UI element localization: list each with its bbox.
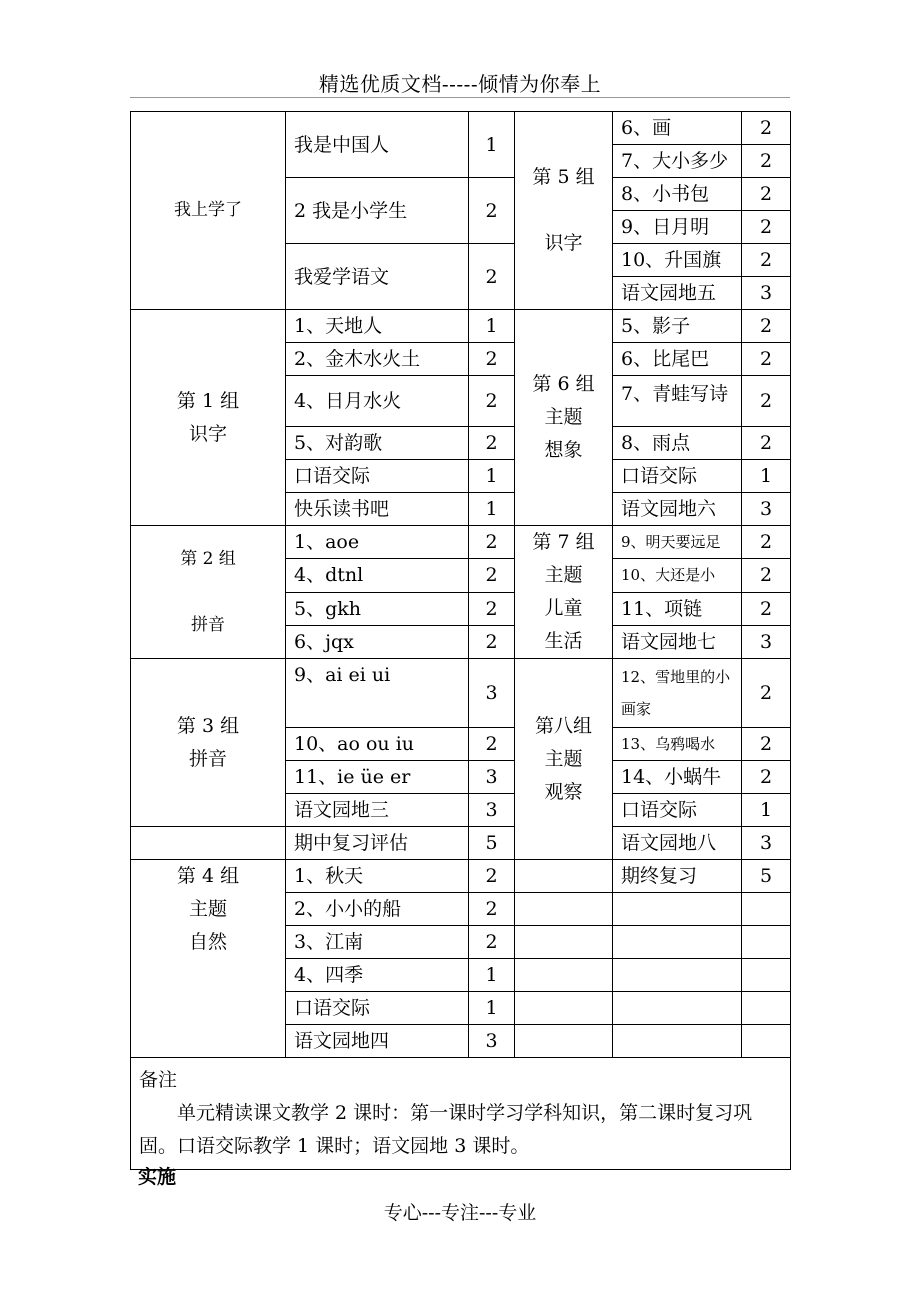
empty-cell xyxy=(742,1025,791,1058)
hours-cell: 3 xyxy=(742,827,791,860)
hours-cell: 2 xyxy=(469,592,515,625)
hours-cell: 2 xyxy=(469,728,515,761)
hours-cell: 3 xyxy=(742,277,791,310)
lesson-cell: 语文园地五 xyxy=(613,277,742,310)
lesson-cell: 11、项链 xyxy=(613,592,742,625)
group-cell-7 xyxy=(515,526,613,659)
hours-cell: 3 xyxy=(469,1025,515,1058)
group-label: 想象 xyxy=(544,439,583,461)
hours-cell: 2 xyxy=(742,592,791,625)
group-label: 识字 xyxy=(188,422,227,445)
hours-cell: 2 xyxy=(469,376,515,427)
lesson-cell: 9、日月明 xyxy=(613,211,742,244)
group-label: 主题 xyxy=(188,898,227,920)
hours-cell: 2 xyxy=(469,893,515,926)
hours-cell: 3 xyxy=(469,794,515,827)
hours-cell: 1 xyxy=(469,493,515,526)
group-cell-5 xyxy=(515,112,613,310)
hours-cell: 1 xyxy=(742,460,791,493)
group-label: 第 6 组 xyxy=(532,373,595,395)
group-label: 观察 xyxy=(544,780,583,803)
lesson-cell: 5、影子 xyxy=(613,310,742,343)
group-label: 识字 xyxy=(544,232,583,254)
group-cell-4 xyxy=(131,860,286,1058)
lesson-cell: 语文园地七 xyxy=(613,625,742,658)
lesson-cell: 语文园地六 xyxy=(613,493,742,526)
hours-cell: 3 xyxy=(469,761,515,794)
hours-cell: 2 xyxy=(469,427,515,460)
lesson-cell: 7、大小多少 xyxy=(613,145,742,178)
empty-cell xyxy=(742,893,791,926)
empty-cell xyxy=(515,893,613,926)
lesson-cell: 4、日月水火 xyxy=(286,376,469,427)
lesson-cell: 2、金木水火土 xyxy=(286,343,469,376)
hours-cell: 2 xyxy=(469,343,515,376)
hours-cell: 5 xyxy=(469,827,515,860)
lesson-cell: 2、小小的船 xyxy=(286,893,469,926)
hours-cell: 1 xyxy=(469,310,515,343)
hours-cell: 2 xyxy=(742,427,791,460)
hours-cell: 2 xyxy=(742,343,791,376)
lesson-cell: 语文园地八 xyxy=(613,827,742,860)
hours-cell: 2 xyxy=(469,526,515,559)
lesson-cell: 4、四季 xyxy=(286,959,469,992)
lesson-cell: 1、秋天 xyxy=(286,860,469,893)
group-label: 生活 xyxy=(544,630,583,652)
lesson-cell: 9、明天要远足 xyxy=(613,526,742,559)
hours-cell: 2 xyxy=(742,559,791,592)
empty-cell xyxy=(613,959,742,992)
hours-cell: 2 xyxy=(742,761,791,794)
group-label: 第 4 组 xyxy=(176,865,240,887)
hours-cell: 2 xyxy=(469,178,515,244)
group-cell-6 xyxy=(515,310,613,526)
lesson-plan-table xyxy=(130,111,791,1170)
hours-cell: 2 xyxy=(742,145,791,178)
lesson-cell: 11、ie üe er xyxy=(286,761,469,794)
lesson-cell: 口语交际 xyxy=(286,992,469,1025)
hours-cell: 2 xyxy=(742,211,791,244)
group-label: 第八组 xyxy=(534,714,592,737)
hours-cell: 1 xyxy=(469,992,515,1025)
notes-body: 单元精读课文教学 2 课时：第一课时学习学科知识，第二课时复习巩固。口语交际教学 1 课时；语文园地 3 课时。 xyxy=(139,1102,753,1157)
table-row xyxy=(131,526,791,559)
hours-cell: 2 xyxy=(742,526,791,559)
hours-cell: 2 xyxy=(469,625,515,658)
table-row xyxy=(131,827,791,860)
hours-cell: 1 xyxy=(469,460,515,493)
hours-cell: 2 xyxy=(742,178,791,211)
lesson-cell: 8、雨点 xyxy=(613,427,742,460)
table-row xyxy=(131,112,791,145)
empty-cell xyxy=(742,992,791,1025)
lesson-cell: 8、小书包 xyxy=(613,178,742,211)
lesson-cell: 6、jqx xyxy=(286,625,469,658)
group-cell-1 xyxy=(131,310,286,526)
group-label: 主题 xyxy=(544,564,583,586)
page-header: 精选优质文档-----倾情为你奉上 xyxy=(318,72,602,96)
lesson-cell: 7、青蛙写诗 xyxy=(613,376,742,427)
group-label: 第 5 组 xyxy=(532,166,595,188)
lesson-cell: 10、升国旗 xyxy=(613,244,742,277)
hours-cell: 3 xyxy=(469,659,515,728)
hours-cell: 2 xyxy=(742,244,791,277)
hours-cell: 3 xyxy=(742,493,791,526)
hours-cell: 2 xyxy=(742,376,791,427)
group-label: 拼音 xyxy=(191,614,225,635)
notes-title: 备注 xyxy=(139,1069,178,1091)
lesson-cell: 14、小蜗牛 xyxy=(613,761,742,794)
group-label: 第 1 组 xyxy=(176,389,240,412)
lesson-cell: 我爱学语文 xyxy=(286,244,469,310)
notes-cell xyxy=(131,1058,791,1170)
empty-cell xyxy=(515,860,613,893)
lesson-cell: 9、ai ei ui xyxy=(286,659,469,728)
empty-cell xyxy=(613,1025,742,1058)
hours-cell: 2 xyxy=(742,112,791,145)
hours-cell: 5 xyxy=(742,860,791,893)
group-cell-3 xyxy=(131,659,286,827)
group-label: 主题 xyxy=(544,747,583,770)
group-label: 第 7 组 xyxy=(532,531,595,553)
lesson-cell: 快乐读书吧 xyxy=(286,493,469,526)
lesson-cell: 1、aoe xyxy=(286,526,469,559)
lesson-cell: 6、比尾巴 xyxy=(613,343,742,376)
lesson-cell: 1、天地人 xyxy=(286,310,469,343)
empty-cell xyxy=(613,926,742,959)
hours-cell: 1 xyxy=(742,794,791,827)
lesson-cell: 期终复习 xyxy=(613,860,742,893)
table-row xyxy=(131,659,791,728)
lesson-cell: 13、乌鸦喝水 xyxy=(613,728,742,761)
lesson-cell: 6、画 xyxy=(613,112,742,145)
lesson-cell: 我是中国人 xyxy=(286,112,469,178)
hours-cell: 1 xyxy=(469,959,515,992)
hours-cell: 2 xyxy=(742,659,791,728)
table-row xyxy=(131,860,791,893)
hours-cell: 2 xyxy=(469,860,515,893)
hours-cell: 3 xyxy=(742,625,791,658)
empty-cell xyxy=(515,1025,613,1058)
group-label: 主题 xyxy=(544,406,583,428)
hours-cell: 2 xyxy=(469,559,515,592)
lesson-cell: 4、dtnl xyxy=(286,559,469,592)
lesson-cell: 口语交际 xyxy=(613,794,742,827)
group-label: 第 3 组 xyxy=(176,714,240,737)
empty-cell xyxy=(742,959,791,992)
group-label: 自然 xyxy=(188,931,227,953)
lesson-cell: 5、对韵歌 xyxy=(286,427,469,460)
group-cell-8 xyxy=(515,659,613,860)
hours-cell: 2 xyxy=(469,926,515,959)
lesson-cell: 5、gkh xyxy=(286,592,469,625)
group-label: 第 2 组 xyxy=(180,548,236,569)
notes-row xyxy=(131,1058,791,1170)
section-label: 实施 xyxy=(138,1166,177,1188)
group-cell-0: 我上学了 xyxy=(131,112,286,310)
group-label: 拼音 xyxy=(188,747,227,770)
hours-cell: 1 xyxy=(469,112,515,178)
lesson-cell: 口语交际 xyxy=(613,460,742,493)
lesson-cell: 期中复习评估 xyxy=(286,827,469,860)
empty-cell xyxy=(515,959,613,992)
empty-cell xyxy=(742,926,791,959)
lesson-cell: 语文园地三 xyxy=(286,794,469,827)
lesson-cell: 2 我是小学生 xyxy=(286,178,469,244)
lesson-cell: 语文园地四 xyxy=(286,1025,469,1058)
hours-cell: 2 xyxy=(742,310,791,343)
empty-cell xyxy=(613,992,742,1025)
page-footer: 专心---专注---专业 xyxy=(383,1202,537,1224)
table-row xyxy=(131,310,791,343)
group-label: 儿童 xyxy=(544,597,583,619)
hours-cell: 2 xyxy=(742,728,791,761)
lesson-cell: 3、江南 xyxy=(286,926,469,959)
group-cell-2 xyxy=(131,526,286,659)
hours-cell: 2 xyxy=(469,244,515,310)
lesson-cell: 12、雪地里的小画家 xyxy=(613,659,742,728)
lesson-cell: 口语交际 xyxy=(286,460,469,493)
header-rule xyxy=(130,97,790,98)
empty-cell xyxy=(131,827,286,860)
lesson-cell: 10、ao ou iu xyxy=(286,728,469,761)
lesson-cell: 10、大还是小 xyxy=(613,559,742,592)
empty-cell xyxy=(515,926,613,959)
empty-cell xyxy=(515,992,613,1025)
empty-cell xyxy=(613,893,742,926)
